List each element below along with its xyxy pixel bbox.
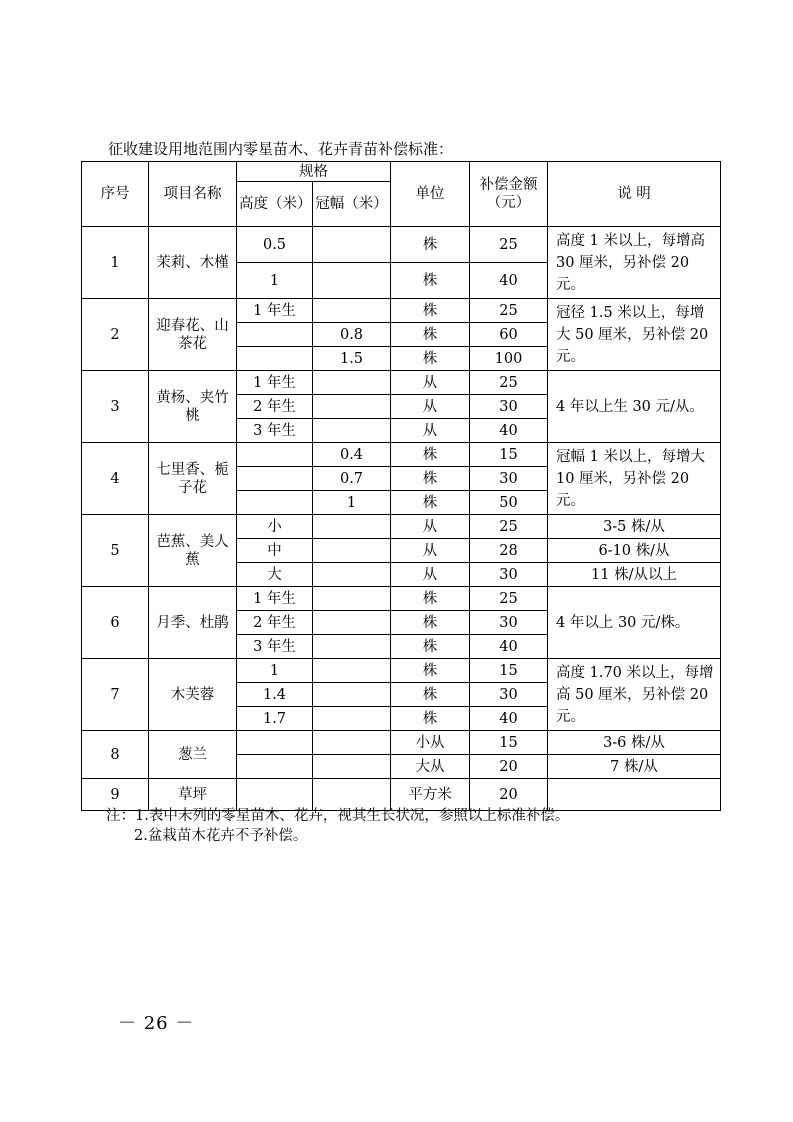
unit-cell: 从 <box>391 563 470 587</box>
item-name: 葱兰 <box>149 731 237 779</box>
height-cell: 1 <box>237 263 313 299</box>
crown-cell <box>313 587 391 611</box>
unit-cell: 株 <box>391 347 470 371</box>
unit-cell: 大从 <box>391 755 470 779</box>
height-cell: 小 <box>237 515 313 539</box>
crown-cell <box>313 611 391 635</box>
crown-cell <box>313 227 391 263</box>
note-1: 注：1.表中未列的零星苗木、花卉，视其生长状况，参照以上标准补偿。 <box>106 808 570 824</box>
crown-cell: 0.8 <box>313 323 391 347</box>
item-name: 草坪 <box>149 779 237 811</box>
amount-cell: 15 <box>470 659 548 683</box>
unit-cell: 株 <box>391 635 470 659</box>
row-seq: 4 <box>82 443 149 515</box>
amount-cell: 25 <box>470 299 548 323</box>
unit-cell: 从 <box>391 419 470 443</box>
crown-cell: 1 <box>313 491 391 515</box>
crown-cell <box>313 419 391 443</box>
crown-cell <box>313 299 391 323</box>
description-cell: 3-6 株/从 <box>548 731 721 755</box>
amount-cell: 30 <box>470 563 548 587</box>
crown-cell <box>313 635 391 659</box>
row-seq: 9 <box>82 779 149 811</box>
unit-cell: 平方米 <box>391 779 470 811</box>
description-cell: 冠幅 1 米以上，每增大 10 厘米，另补偿 20 元。 <box>548 443 721 515</box>
description-cell: 冠径 1.5 米以上，每增大 50 厘米，另补偿 20 元。 <box>548 299 721 371</box>
height-cell: 1 <box>237 659 313 683</box>
unit-cell: 株 <box>391 443 470 467</box>
height-cell: 1 年生 <box>237 299 313 323</box>
unit-cell: 株 <box>391 227 470 263</box>
height-cell <box>237 491 313 515</box>
table-row <box>82 371 721 395</box>
table-row <box>82 227 721 263</box>
unit-cell: 株 <box>391 659 470 683</box>
row-seq: 2 <box>82 299 149 371</box>
amount-cell: 60 <box>470 323 548 347</box>
description-cell: 3-5 株/从 <box>548 515 721 539</box>
height-cell: 1.4 <box>237 683 313 707</box>
row-seq: 1 <box>82 227 149 299</box>
height-cell <box>237 467 313 491</box>
crown-cell <box>313 263 391 299</box>
height-cell <box>237 347 313 371</box>
row-seq: 6 <box>82 587 149 659</box>
item-name: 茉莉、木槿 <box>149 227 237 299</box>
unit-cell: 株 <box>391 467 470 491</box>
amount-cell: 15 <box>470 731 548 755</box>
amount-cell: 20 <box>470 779 548 811</box>
amount-cell: 100 <box>470 347 548 371</box>
amount-cell: 28 <box>470 539 548 563</box>
height-cell <box>237 755 313 779</box>
table-notes <box>106 806 569 846</box>
amount-cell: 25 <box>470 515 548 539</box>
row-seq: 3 <box>82 371 149 443</box>
height-cell: 2 年生 <box>237 611 313 635</box>
height-cell: 3 年生 <box>237 635 313 659</box>
unit-cell: 株 <box>391 263 470 299</box>
height-cell <box>237 443 313 467</box>
amount-cell: 25 <box>470 227 548 263</box>
unit-cell: 株 <box>391 707 470 731</box>
table-header <box>82 162 721 227</box>
unit-cell: 从 <box>391 371 470 395</box>
header-seq: 序号 <box>82 162 149 227</box>
height-cell: 1 年生 <box>237 371 313 395</box>
item-name: 黄杨、夹竹桃 <box>149 371 237 443</box>
unit-cell: 从 <box>391 515 470 539</box>
header-name: 项目名称 <box>149 162 237 227</box>
height-cell: 中 <box>237 539 313 563</box>
unit-cell: 从 <box>391 395 470 419</box>
unit-cell: 株 <box>391 299 470 323</box>
amount-cell: 15 <box>470 443 548 467</box>
crown-cell <box>313 371 391 395</box>
table-row <box>82 443 721 467</box>
height-cell: 大 <box>237 563 313 587</box>
table-row <box>82 299 721 323</box>
crown-cell <box>313 395 391 419</box>
description-cell <box>548 779 721 811</box>
crown-cell <box>313 563 391 587</box>
unit-cell: 株 <box>391 587 470 611</box>
description-cell: 4 年以上 30 元/株。 <box>548 587 721 659</box>
unit-cell: 株 <box>391 323 470 347</box>
row-seq: 7 <box>82 659 149 731</box>
amount-cell: 40 <box>470 707 548 731</box>
table-row <box>82 731 721 755</box>
amount-cell: 30 <box>470 395 548 419</box>
amount-cell: 30 <box>470 683 548 707</box>
amount-cell: 40 <box>470 419 548 443</box>
amount-cell: 20 <box>470 755 548 779</box>
description-cell: 高度 1 米以上，每增高 30 厘米，另补偿 20 元。 <box>548 227 721 299</box>
table-caption: 征收建设用地范围内零星苗木、花卉青苗补偿标准： <box>108 140 454 158</box>
height-cell: 0.5 <box>237 227 313 263</box>
amount-cell: 40 <box>470 263 548 299</box>
header-unit: 单位 <box>391 162 470 227</box>
item-name: 迎春花、山茶花 <box>149 299 237 371</box>
item-name: 木芙蓉 <box>149 659 237 731</box>
crown-cell <box>313 683 391 707</box>
crown-cell <box>313 539 391 563</box>
table-row <box>82 515 721 539</box>
header-desc: 说 明 <box>548 162 721 227</box>
amount-cell: 25 <box>470 371 548 395</box>
unit-cell: 小从 <box>391 731 470 755</box>
amount-cell: 30 <box>470 467 548 491</box>
header-spec: 规格 <box>237 162 391 182</box>
height-cell: 1.7 <box>237 707 313 731</box>
height-cell <box>237 323 313 347</box>
height-cell: 2 年生 <box>237 395 313 419</box>
height-cell: 3 年生 <box>237 419 313 443</box>
unit-cell: 株 <box>391 491 470 515</box>
amount-cell: 40 <box>470 635 548 659</box>
page-number: － 26 － <box>118 1013 195 1034</box>
description-cell: 11 株/从以上 <box>548 563 721 587</box>
description-cell: 4 年以上生 30 元/从。 <box>548 371 721 443</box>
header-crown: 冠幅（米） <box>313 182 391 227</box>
amount-cell: 50 <box>470 491 548 515</box>
crown-cell <box>313 515 391 539</box>
height-cell: 1 年生 <box>237 587 313 611</box>
item-name: 七里香、栀子花 <box>149 443 237 515</box>
crown-cell <box>313 707 391 731</box>
unit-cell: 株 <box>391 683 470 707</box>
amount-cell: 30 <box>470 611 548 635</box>
item-name: 芭蕉、美人蕉 <box>149 515 237 587</box>
description-cell: 6-10 株/从 <box>548 539 721 563</box>
crown-cell: 0.4 <box>313 443 391 467</box>
crown-cell <box>313 731 391 755</box>
row-seq: 5 <box>82 515 149 587</box>
table-row <box>82 587 721 611</box>
table-row <box>82 659 721 683</box>
description-cell: 7 株/从 <box>548 755 721 779</box>
table-body <box>82 227 721 811</box>
amount-cell: 25 <box>470 587 548 611</box>
crown-cell <box>313 659 391 683</box>
description-cell: 高度 1.70 米以上，每增高 50 厘米，另补偿 20 元。 <box>548 659 721 731</box>
crown-cell <box>313 755 391 779</box>
crown-cell: 0.7 <box>313 467 391 491</box>
note-2: 2.盆栽苗木花卉不予补偿。 <box>134 828 308 844</box>
compensation-table <box>81 161 721 811</box>
header-amount: 补偿金额（元） <box>470 162 548 227</box>
item-name: 月季、杜鹃 <box>149 587 237 659</box>
header-height: 高度（米） <box>237 182 313 227</box>
row-seq: 8 <box>82 731 149 779</box>
unit-cell: 株 <box>391 611 470 635</box>
crown-cell: 1.5 <box>313 347 391 371</box>
height-cell <box>237 731 313 755</box>
unit-cell: 从 <box>391 539 470 563</box>
